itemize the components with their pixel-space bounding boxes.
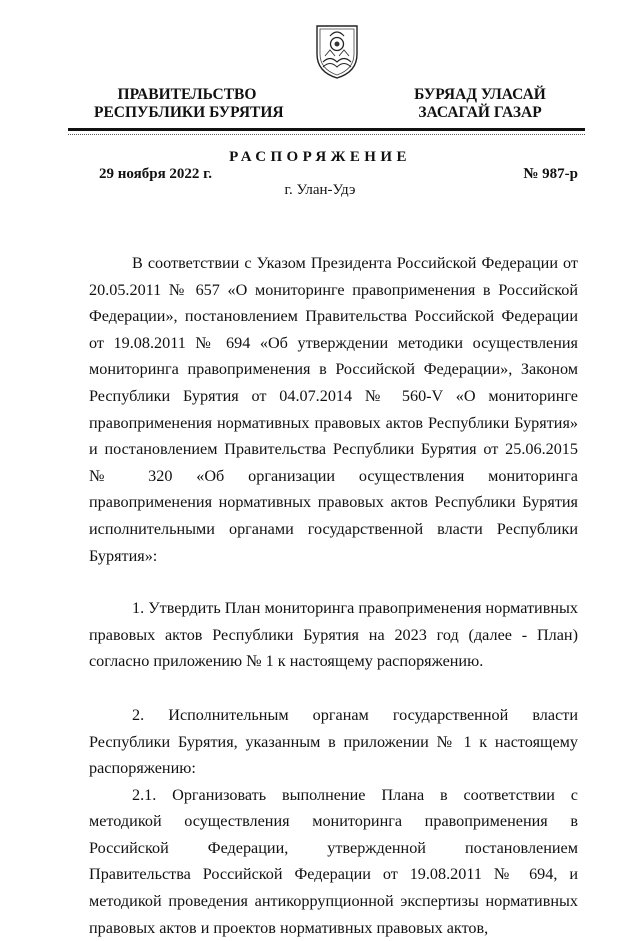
header-right-line-2: ЗАСАГАЙ ГАЗАР <box>418 104 542 121</box>
document-body <box>89 250 578 941</box>
header-left-line-2: РЕСПУБЛИКИ БУРЯТИЯ <box>94 104 284 121</box>
government-name-buryat <box>396 86 564 122</box>
preamble-paragraph: В соответствии с Указом Президента Российской Федерации от 20.05.2011 № 657 «О мониторинге правоприменения в Российской Федерации», постановлением Правительства Российской Федерации от 19.08.2011 № 694 «Об утверждении методики осуществления мониторинга правоприменения в Российской Федерации», Законом Республики Бурятия от 04.07.2014 № 560-V «О мониторинге правоприменения нормативных правовых актов Республики Бурятия» и постановлением Правительства Республики Бурятия от 25.06.2015 № 320 «Об организации осуществления мониторинга правоприменения нормативных правовых актов Республики Бурятия исполнительными органами государственной власти Республики Бурятия»: <box>89 254 578 565</box>
document-date: 29 ноября 2022 г. <box>99 166 213 182</box>
clause-1-paragraph: 1. Утвердить План мониторинга правоприменения нормативных правовых актов Республики Бурятия на 2023 год (далее - План) согласно приложению № 1 к настоящему распоряжению. <box>89 599 578 671</box>
header-right-line-1: БУРЯАД УЛАСАЙ <box>414 86 546 103</box>
header-divider-dotted <box>68 134 585 135</box>
document-city: г. Улан-Удэ <box>284 182 356 198</box>
government-name-russian <box>94 86 284 122</box>
clause-2-paragraph: 2. Исполнительным органам государственной власти Республики Бурятия, указанным в приложении № 1 к настоящему распоряжению: <box>89 705 578 778</box>
document-number: № 987-р <box>523 166 578 182</box>
coat-of-arms-icon <box>313 22 361 80</box>
header-divider-thick <box>68 128 585 131</box>
document-title: РАСПОРЯЖЕНИЕ <box>229 149 411 165</box>
clause-2-1-paragraph: 2.1. Организовать выполнение Плана в соответствии с методикой осуществления мониторинга правоприменения в Российской Федерации, утвержденной постановлением Правительства Российской Федерации от 19.08.2011 № 694, и методикой проведения антикоррупционной экспертизы нормативных правовых актов и проектов нормативных правовых актов, <box>89 785 578 937</box>
header-left-line-1: ПРАВИТЕЛЬСТВО <box>117 86 257 103</box>
